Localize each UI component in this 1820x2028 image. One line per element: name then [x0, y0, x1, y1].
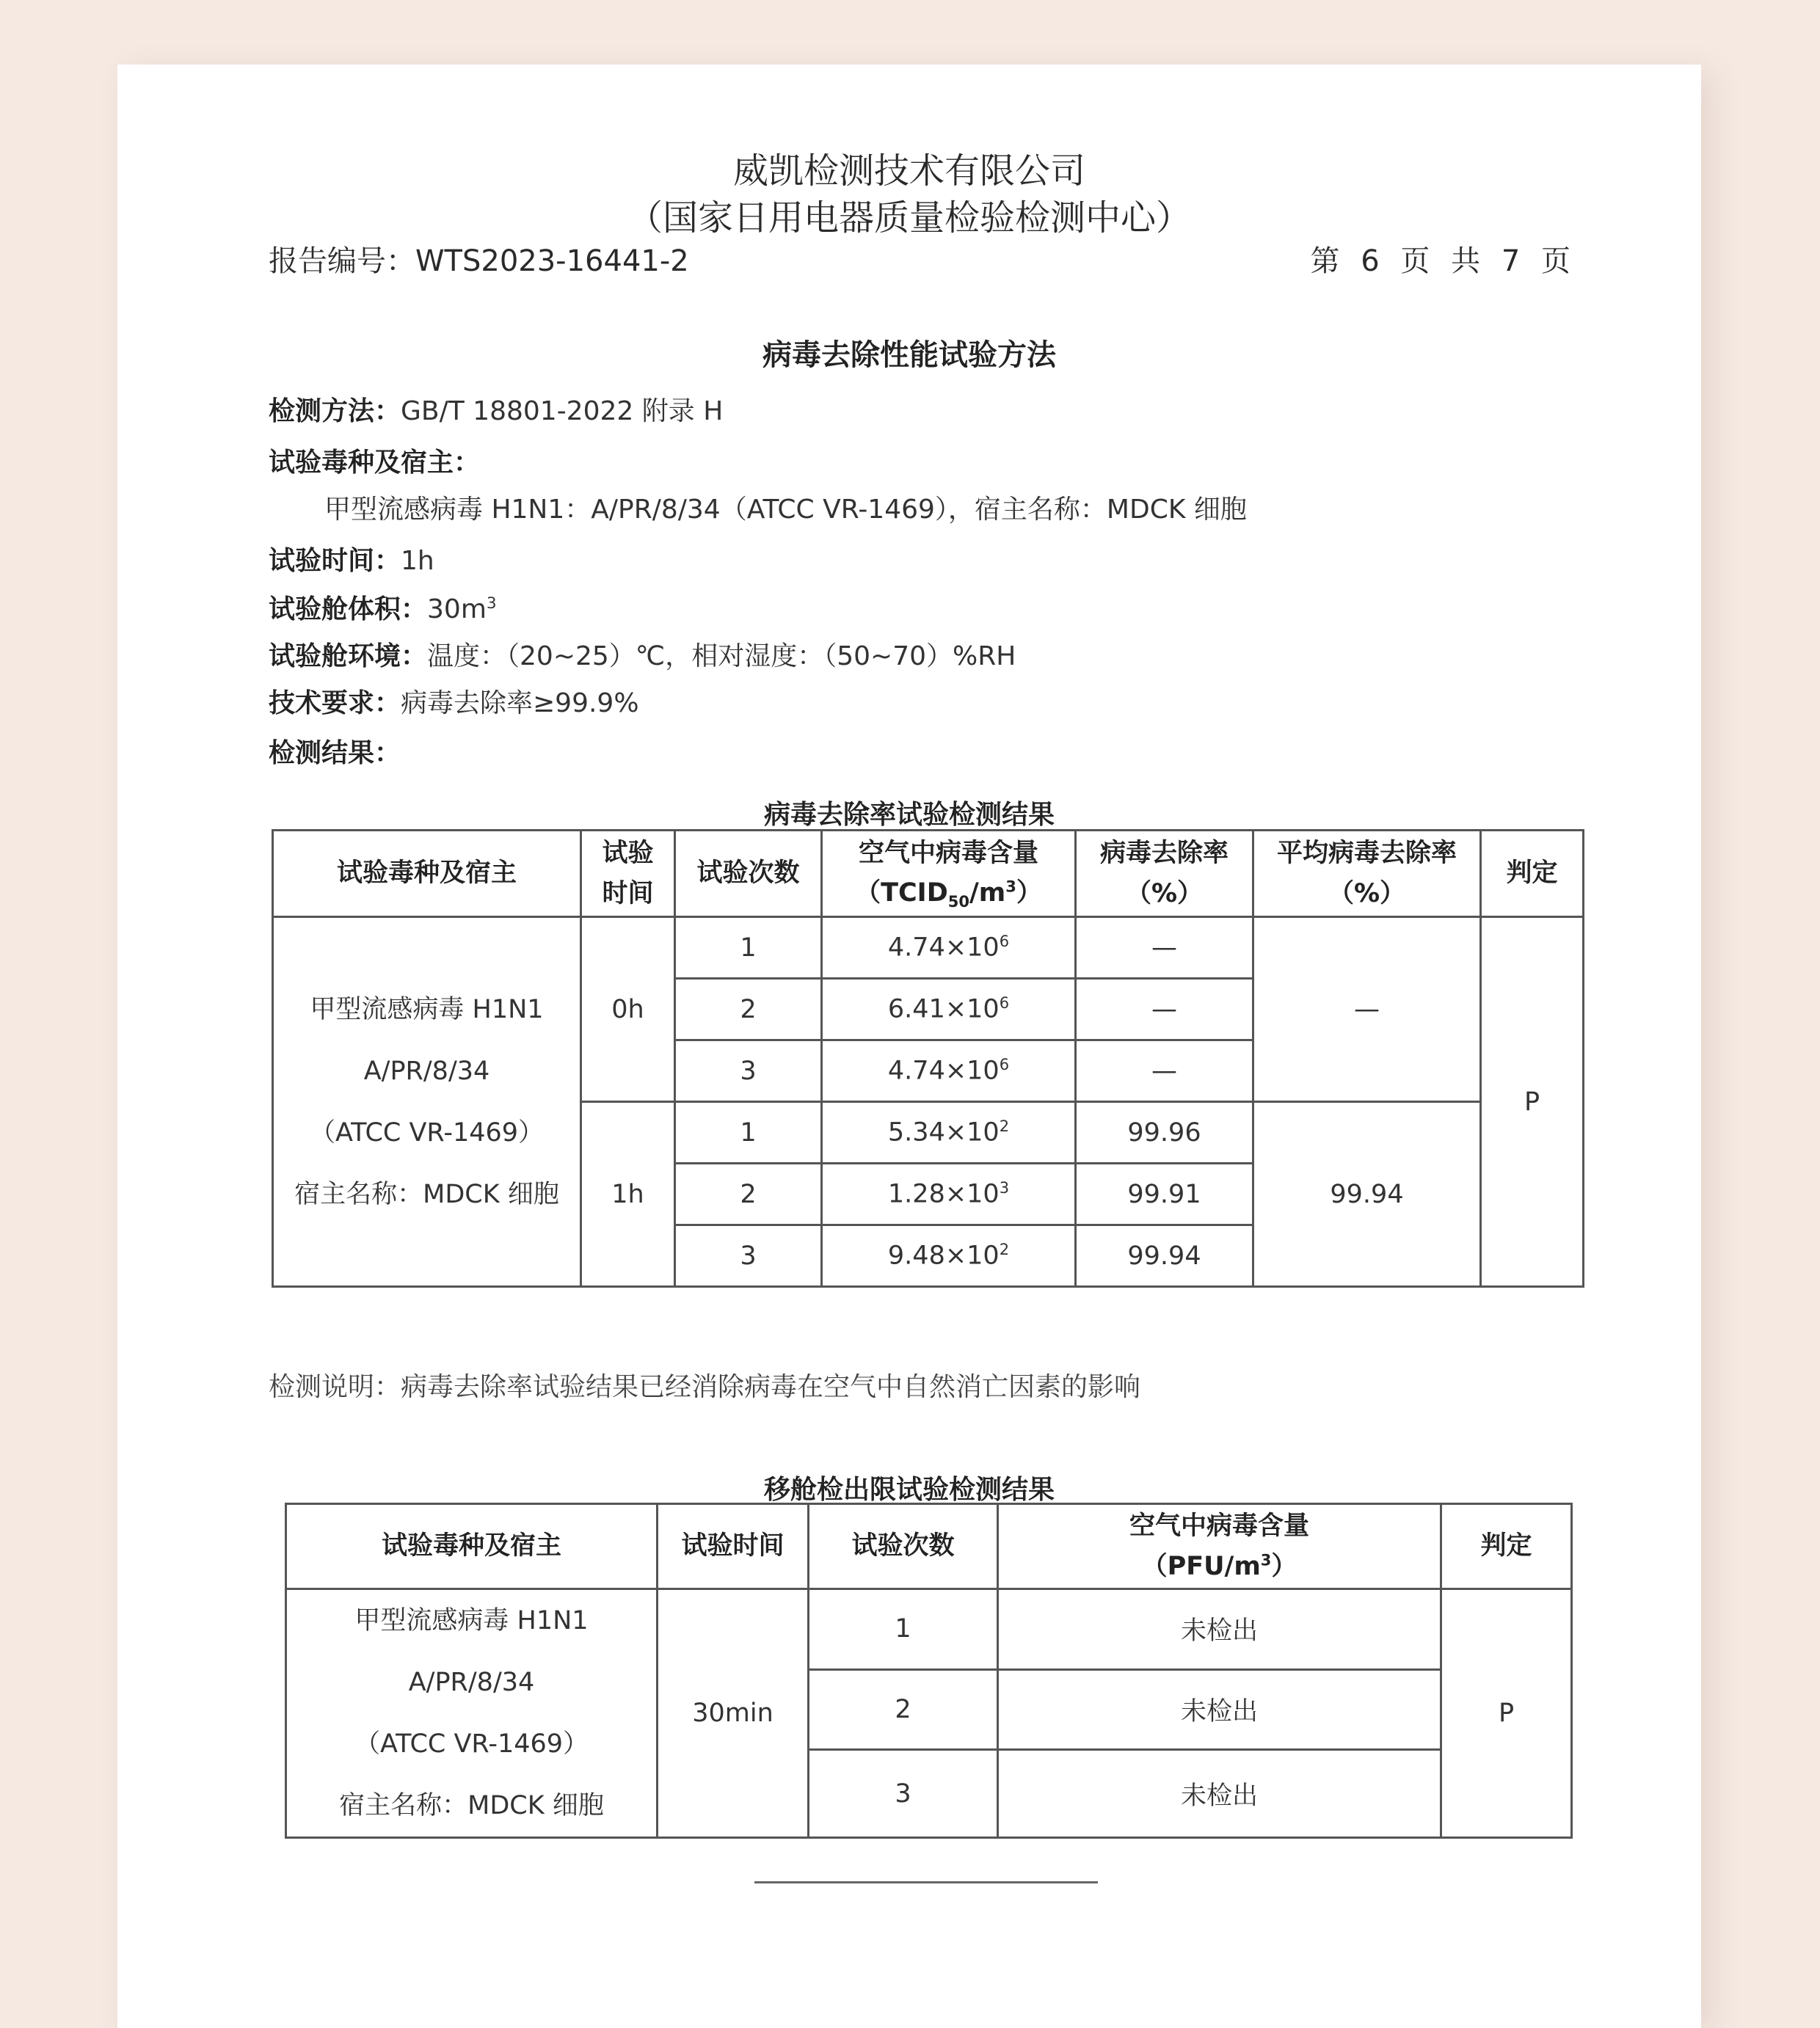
average-rate-0h: — — [1253, 917, 1481, 1102]
method-line — [269, 390, 723, 428]
chamber-volume-line: 试验舱体积：$30m^3$ — [269, 594, 497, 624]
table-row: 甲型流感病毒 H1N1 A/PR/8/34 （ATCC VR-1469） 宿主名称：MDCK 细胞 0h 1 $4.74\times 10^6$ — — P — [273, 917, 1584, 979]
header-time: 试验 时间 — [581, 831, 675, 917]
table1-caption: 病毒去除率试验检测结果 — [763, 800, 1055, 830]
requirement-line: 技术要求：病毒去除率≥99.9% — [269, 688, 639, 718]
time-cell-0h: 0h — [581, 917, 675, 1102]
table-row: 2 $6.41\times 10^6$ — — [273, 979, 1584, 1040]
header-content: 空气中病毒含量 $(TCID_{50}/m^3)$ — [822, 831, 1076, 917]
environment-line: 试验舱环境：温度：（20~25）℃，相对湿度：（50~70）%RH — [269, 641, 1016, 671]
header-verdict: 判定 — [1441, 1504, 1572, 1589]
header-content: 空气中病毒含量 $(PFU/m^3)$ — [998, 1504, 1441, 1589]
table-header-row — [273, 831, 1584, 917]
virus-removal-table — [272, 829, 1584, 1288]
section-title: 病毒去除性能试验方法 — [762, 338, 1056, 372]
strain-label: 试验毒种及宿主： — [269, 448, 481, 478]
header-strain: 试验毒种及宿主 — [286, 1504, 658, 1589]
time-cell: 30min — [658, 1589, 809, 1838]
chamber-transfer-table — [285, 1503, 1573, 1839]
report-page — [117, 65, 1701, 2028]
table-row: 3 $4.74\times 10^6$ — — [273, 1040, 1584, 1102]
table-row: 3 $9.48\times 10^2$ 99.94 — [273, 1225, 1584, 1287]
header-count: 试验次数 — [675, 831, 822, 917]
header-verdict: 判定 — [1481, 831, 1584, 917]
table-row: 3 未检出 — [286, 1750, 1572, 1838]
header-strain: 试验毒种及宿主 — [273, 831, 581, 917]
test-time-line: 试验时间：1h — [269, 546, 434, 576]
company-subtitle: （国家日用电器质量检验检测中心） — [627, 197, 1191, 238]
header-rate: 病毒去除率 （%） — [1076, 831, 1253, 917]
average-rate-1h: 99.94 — [1253, 1102, 1481, 1287]
verdict-cell: P — [1441, 1589, 1572, 1838]
company-name: 威凯检测技术有限公司 — [732, 150, 1085, 192]
result-label: 检测结果： — [269, 738, 401, 768]
strain-cell: 甲型流感病毒 H1N1 A/PR/8/34 （ATCC VR-1469） 宿主名称：MDCK 细胞 — [286, 1589, 658, 1838]
header-time: 试验时间 — [658, 1504, 809, 1589]
test-note: 检测说明：病毒去除率试验结果已经消除病毒在空气中自然消亡因素的影响 — [269, 1372, 1141, 1402]
table-row: 1h 1 $5.34\times 10^2$ 99.96 99.94 — [273, 1102, 1584, 1164]
method-value: GB/T 18801-2022 附录 H — [401, 396, 724, 426]
table-row: 2 未检出 — [286, 1669, 1572, 1750]
footer-divider — [754, 1881, 1098, 1883]
time-cell-1h: 1h — [581, 1102, 675, 1287]
strain-value: 甲型流感病毒 H1N1：A/PR/8/34（ATCC VR-1469），宿主名称：MDCK 细胞 — [324, 495, 1247, 525]
strain-cell: 甲型流感病毒 H1N1 A/PR/8/34 （ATCC VR-1469） 宿主名称：MDCK 细胞 — [273, 917, 581, 1287]
table-header-row — [286, 1504, 1572, 1589]
method-label: 检测方法： — [269, 396, 401, 426]
table-row: 甲型流感病毒 H1N1 A/PR/8/34 （ATCC VR-1469） 宿主名称：MDCK 细胞 30min 1 未检出 P — [286, 1589, 1572, 1670]
table-row: 2 $1.28\times 10^3$ 99.91 — [273, 1164, 1584, 1225]
verdict-cell: P — [1481, 917, 1584, 1287]
page-indicator: 第 6 页 共 7 页 — [1310, 244, 1576, 278]
header-count: 试验次数 — [809, 1504, 998, 1589]
table2-caption: 移舱检出限试验检测结果 — [763, 1475, 1055, 1505]
report-number: 报告编号：WTS2023-16441-2 — [269, 244, 689, 278]
header-average-rate: 平均病毒去除率 （%） — [1253, 831, 1481, 917]
